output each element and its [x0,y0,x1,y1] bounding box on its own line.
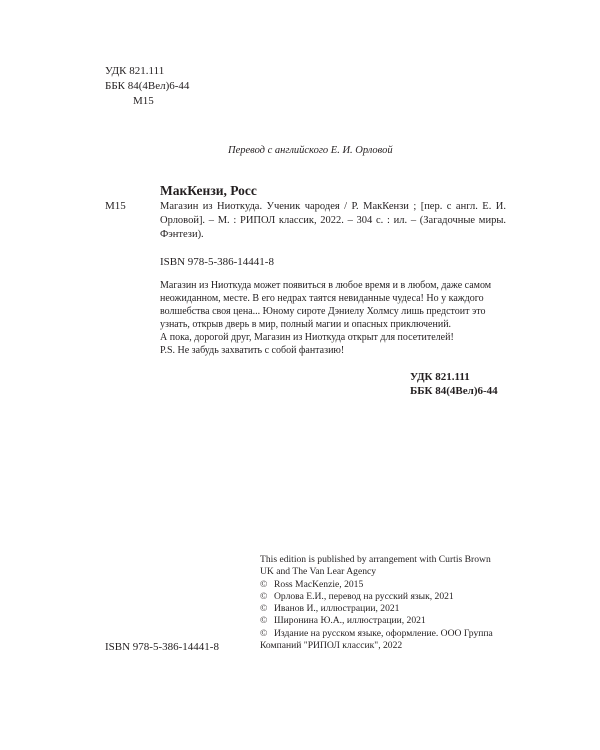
copyright-block [260,554,510,652]
copyright-item: © Орлова Е.И., перевод на русский язык, 2021 [260,590,454,602]
edition-note-line-2: UK and The Van Lear Agency [260,566,377,578]
copyright-item: © Иванов И., иллюстрации, 2021 [260,603,400,615]
copyright-continuation: Компаний "РИПОЛ классик", 2022 [260,640,403,652]
annotation-paragraph-2: А пока, дорогой друг, Магазин из Ниоткуда открыт для посетителей! [160,332,454,343]
copyright-symbol: © [260,627,268,639]
copyright-symbol: © [260,578,268,590]
annotation-paragraph-1: Магазин из Ниоткуда может появиться в любое время и в любом, даже самом неожиданном, месте. В его недрах таятся невиданные чудеса! Но у каждого волшебства своя цена... Юному сироте Дэниелу Холмсу лишь предстоит это узнать, открыв дверь в мир, полный магии и опасных приключений. [160,280,492,330]
udk-code-right: УДК 821.111 [410,371,470,383]
edition-note-line-1: This edition is published by arrangement with Curtis Brown [260,554,491,565]
bibliographic-description: Магазин из Ниоткуда. Ученик чародея / Р. МакКензи ; [пер. с англ. Е. И. Орловой]. – М. : РИПОЛ классик, 2022. – 304 с. : ил. – (Загадочные миры. Фэнтези). [160,201,506,240]
bbk-code: ББК 84(4Вел)6-44 [105,80,190,92]
bbk-code-right: ББК 84(4Вел)6-44 [410,385,498,397]
copyright-symbol: © [260,603,268,615]
udk-code: УДК 821.111 [105,65,165,77]
copyright-symbol: © [260,590,268,602]
author-mark-catalog: М15 [105,200,126,212]
copyright-item: © Ross MacKenzie, 2015 [260,578,364,590]
isbn-bottom: ISBN 978-5-386-14441-8 [105,641,219,653]
copyright-item: © Широнина Ю.А., иллюстрации, 2021 [260,615,426,627]
isbn-main: ISBN 978-5-386-14441-8 [160,256,274,268]
translator-credit: Перевод с английского Е. И. Орловой [228,145,393,156]
udk-block-right [410,370,498,398]
copyright-item: © Издание на русском языке, оформление. ООО Группа [260,627,493,639]
annotation-paragraph-3: P.S. Не забудь захватить с собой фантазию! [160,345,345,356]
copyright-symbol: © [260,615,268,627]
author-name: МакКензи, Росс [160,183,257,198]
annotation [160,279,506,357]
author-mark: М15 [133,95,154,107]
udk-block-top [105,64,189,109]
